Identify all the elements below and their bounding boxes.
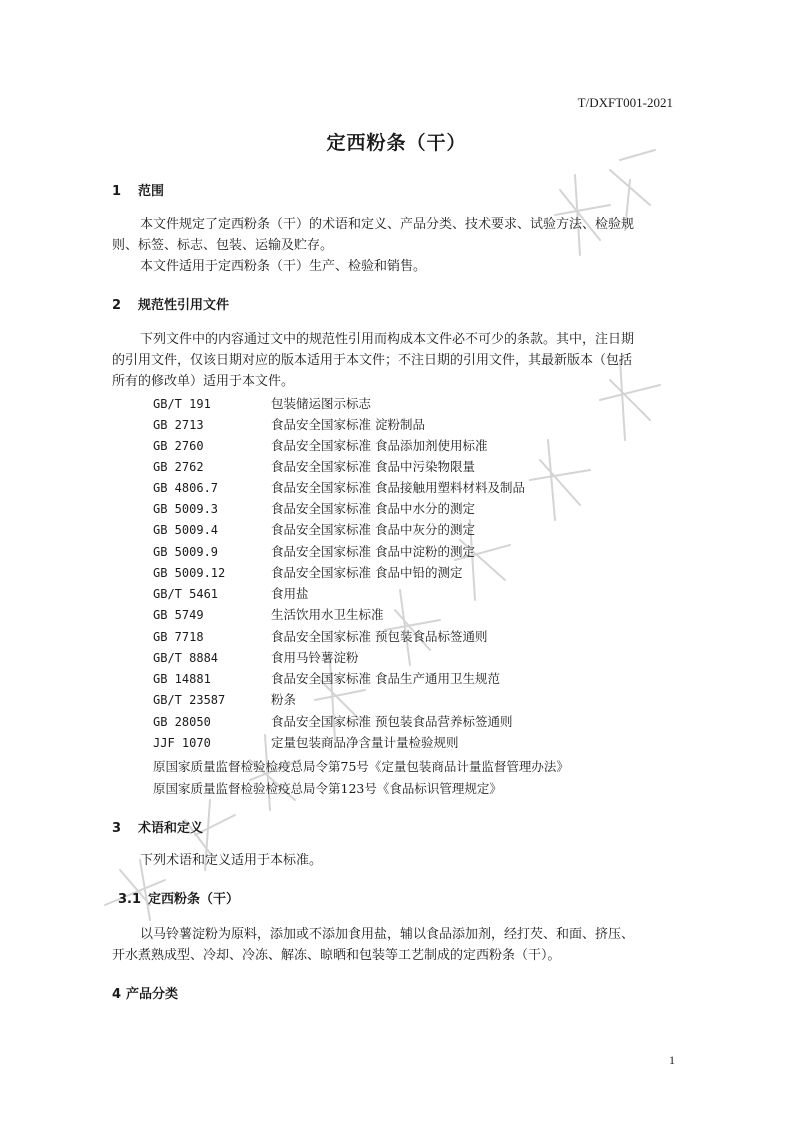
reference-code: GB 28050 [153,715,211,729]
section-title: 产品分类 [126,987,179,1002]
subsection-title: 定西粉条（干） [148,892,240,907]
reference-title: 食品安全国家标准 食品中铅的测定 [271,565,463,580]
reference-row [153,457,475,477]
section-title: 术语和定义 [138,821,204,836]
reference-row [153,436,487,456]
reference-code: GB 7718 [153,630,204,644]
reference-row [153,394,371,414]
reference-title: 包装储运图示标志 [271,396,372,411]
reference-row [153,520,475,540]
reference-title: 食用盐 [271,586,309,601]
reference-title: 食品安全国家标准 预包装食品标签通则 [271,629,488,644]
standard-code: T/DXFT001-2021 [577,95,673,110]
reference-row [153,478,525,498]
scope-paragraph-line: 则、标签、标志、包装、运输及贮存。 [112,238,334,253]
reference-title: 食品安全国家标准 食品中灰分的测定 [271,522,475,537]
reference-code: GB 2713 [153,418,204,432]
reference-row [153,627,487,647]
reference-row [153,584,309,604]
reference-title: 食品安全国家标准 食品中污染物限量 [271,459,475,474]
section-2-heading [112,294,229,313]
decree-reference: 原国家质量监督检验检疫总局令第75号《定量包装商品计量监督管理办法》 [153,759,569,774]
scope-paragraph-line: 本文件规定了定西粉条（干）的术语和定义、产品分类、技术要求、试验方法、检验规 [140,217,635,232]
reference-title: 生活饮用水卫生标准 [271,607,384,622]
definition-line: 开水煮熟成型、冷却、冷冻、解冻、晾晒和包装等工艺制成的定西粉条（干）。 [112,948,561,963]
section-title: 规范性引用文件 [138,298,230,313]
subsection-number: 3.1 [118,892,142,907]
reference-row [153,690,296,710]
reference-title: 食品安全国家标准 预包装食品营养标签通则 [271,714,513,729]
reference-code: GB 2760 [153,439,204,453]
reference-row [153,733,459,753]
reference-code: GB 2762 [153,460,204,474]
reference-code: GB 4806.7 [153,481,219,495]
section-1-heading [112,180,164,199]
page-number: 1 [669,1053,675,1067]
scope-paragraph-line: 本文件适用于定西粉条（干）生产、检验和销售。 [140,259,427,274]
reference-title: 食品安全国家标准 食品中淀粉的测定 [271,544,475,559]
reference-title: 食品安全国家标准 食品接触用塑料材料及制品 [271,480,525,495]
normative-intro-line: 下列文件中的内容通过文中的规范性引用而构成本文件必不可少的条款。其中，注日期 [140,332,635,347]
section-title: 范围 [138,184,165,199]
reference-title: 粉条 [271,692,297,707]
reference-title: 食品安全国家标准 食品添加剂使用标准 [271,438,488,453]
reference-row [153,605,384,625]
section-number: 3 [112,821,122,836]
reference-row [153,542,475,562]
normative-intro-line: 所有的修改单）适用于本文件。 [112,374,295,389]
reference-row [153,499,475,519]
section-number: 2 [112,298,122,313]
reference-code: GB/T 23587 [153,693,226,707]
terms-intro: 下列术语和定义适用于本标准。 [140,853,323,868]
reference-code: JJF 1070 [153,736,211,750]
decree-reference: 原国家质量监督检验检疫总局令第123号《食品标识管理规定》 [153,781,502,796]
reference-title: 食品安全国家标准 淀粉制品 [271,417,425,432]
reference-title: 定量包装商品净含量计量检验规则 [271,735,459,750]
reference-row [153,669,500,689]
reference-title: 食品安全国家标准 食品生产通用卫生规范 [271,671,500,686]
reference-code: GB 5009.3 [153,502,219,516]
section-number: 1 [112,184,122,199]
reference-code: GB 14881 [153,672,211,686]
document-title: 定西粉条（干） [326,132,467,154]
reference-title: 食用马铃薯淀粉 [271,650,359,665]
reference-code: GB/T 191 [153,397,211,411]
reference-row [153,648,359,668]
reference-code: GB 5009.9 [153,545,219,559]
section-3-heading [112,817,203,836]
reference-code: GB/T 5461 [153,587,219,601]
reference-code: GB/T 8884 [153,651,219,665]
definition-line: 以马铃薯淀粉为原料，添加或不添加食用盐，辅以食品添加剂，经打芡、和面、挤压、 [140,927,635,942]
reference-row [153,712,512,732]
section-number: 4 [112,987,122,1002]
section-4-heading [112,983,178,1002]
reference-code: GB 5009.12 [153,566,226,580]
reference-code: GB 5749 [153,608,204,622]
reference-code: GB 5009.4 [153,523,219,537]
reference-row [153,415,425,435]
reference-row [153,563,462,583]
subsection-3-1-heading [118,888,239,907]
normative-intro-line: 的引用文件，仅该日期对应的版本适用于本文件；不注日期的引用文件，其最新版本（包括 [112,353,633,368]
reference-title: 食品安全国家标准 食品中水分的测定 [271,501,475,516]
